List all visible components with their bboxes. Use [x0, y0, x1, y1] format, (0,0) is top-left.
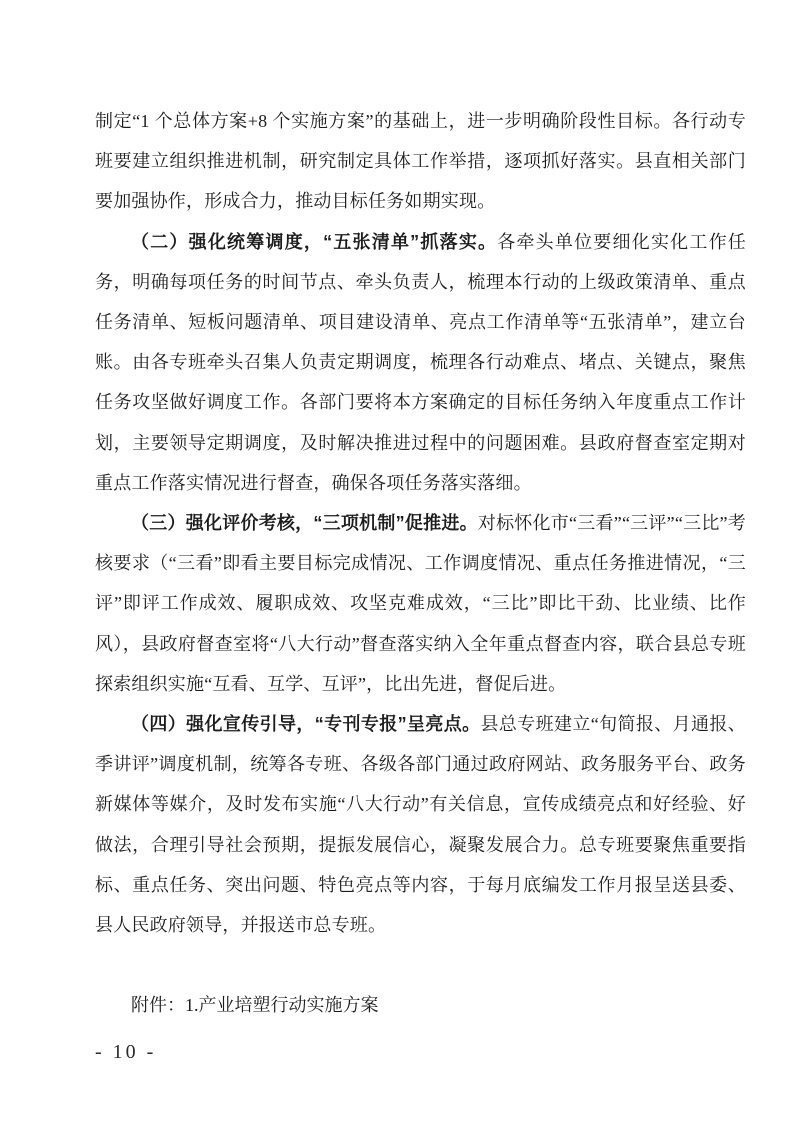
document-page-body [95, 101, 746, 1025]
body-paragraph [95, 222, 746, 503]
section-heading: （二）强化统筹调度，“五张清单”抓落实。 [131, 231, 498, 252]
paragraph-text: 各牵头单位要细化实化工作任务，明确每项任务的时间节点、牵头负责人，梳理本行动的上级政策清单、重点任务清单、短板问题清单、项目建设清单、亮点工作清单等“五张清单”，建立台账。由各专班牵头召集人负责定期调度，梳理各行动难点、堵点、关键点，聚焦任务攻坚做好调度工作。各部门要将本方案确定的目标任务纳入年度重点工作计划，主要领导定期调度，及时解决推进过程中的问题困难。县政府督查室定期对重点工作落实情况进行督查，确保各项任务落实落细。 [95, 231, 746, 493]
section-heading: （四）强化宣传引导，“专刊专报”呈亮点。 [131, 714, 481, 735]
paragraph-text: 对标怀化市“三看”“三评”“三比”考核要求（“三看”即看主要目标完成情况、工作调度情况、重点任务推进情况，“三评”即评工作成效、履职成效、攻坚克难成效，“三比”即比干劲、比业绩、比作风），县政府督查室将“八大行动”督查落实纳入全年重点督查内容，联合县总专班探索组织实施“互看、互学、互评”，比出先进，督促后进。 [95, 513, 746, 694]
body-paragraph [95, 704, 746, 945]
section-heading: （三）强化评价考核，“三项机制”促推进。 [131, 513, 478, 534]
body-paragraph [95, 101, 746, 222]
body-paragraph [95, 503, 746, 704]
paragraph-text: 县总专班建立“旬简报、月通报、季讲评”调度机制，统筹各专班、各级各部门通过政府网站、政务服务平台、政务新媒体等媒介，及时发布实施“八大行动”有关信息，宣传成绩亮点和好经验、好做法，合理引导社会预期，提振发展信心，凝聚发展合力。总专班要聚焦重要指标、重点任务、突出问题、特色亮点等内容，于每月底编发工作月报呈送县委、县人民政府领导，并报送市总专班。 [95, 714, 746, 936]
attachment-line: 附件：1.产业培塑行动实施方案 [131, 995, 379, 1016]
page-number: - 10 - [95, 1041, 157, 1063]
paragraph-text: 制定“1 个总体方案+8 个实施方案”的基础上，进一步明确阶段性目标。各行动专班要建立组织推进机制，研究制定具体工作举措，逐项抓好落实。县直相关部门要加强协作，形成合力，推动目标任务如期实现。 [95, 111, 746, 212]
